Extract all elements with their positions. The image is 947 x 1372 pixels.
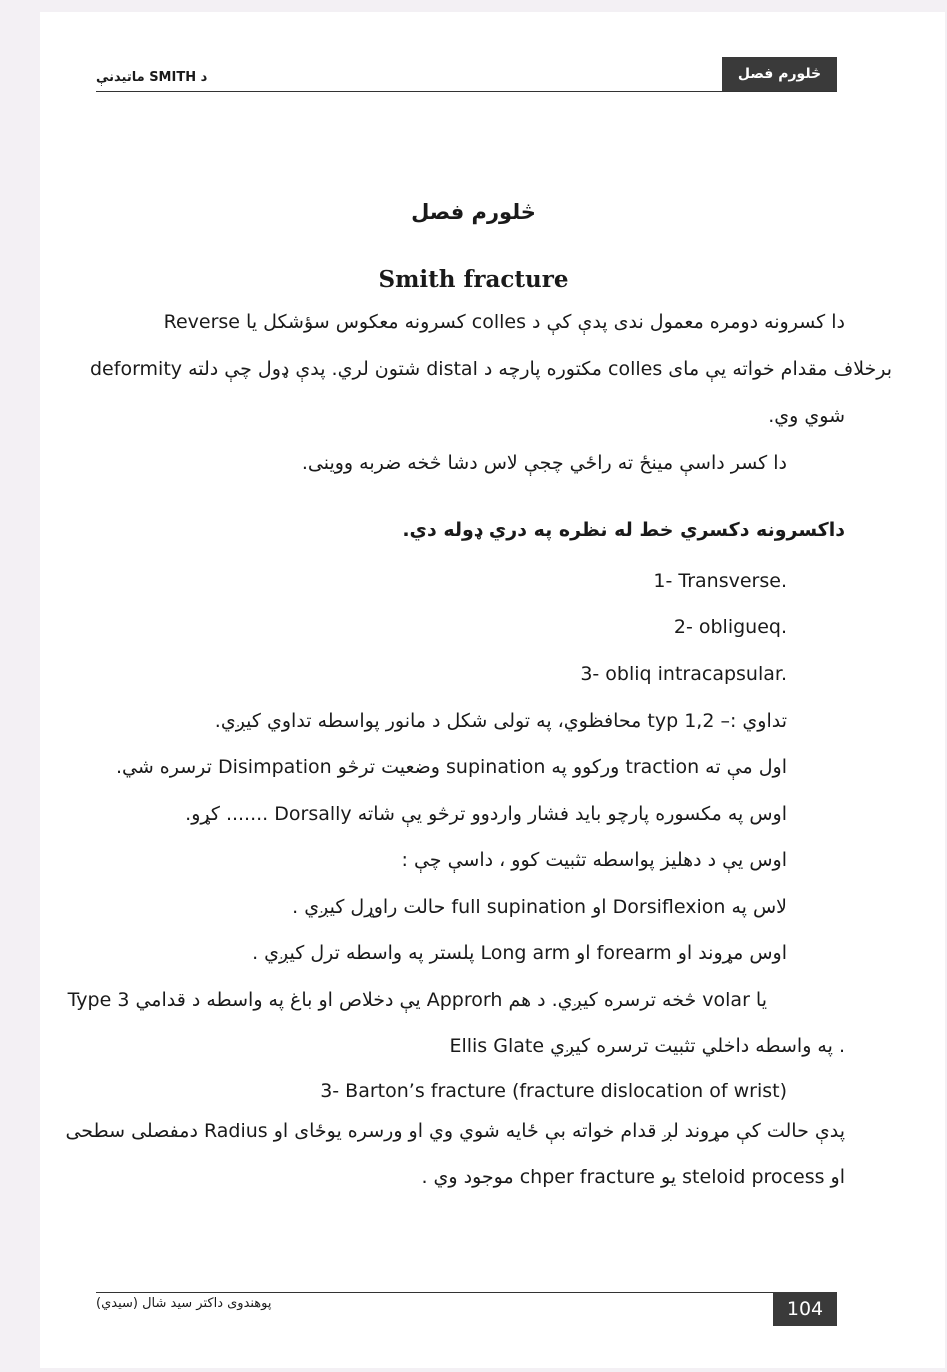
list-item: 2- obligueq. — [673, 616, 787, 638]
list-item: 3- obliq intracapsular. — [580, 663, 787, 685]
footer-author: پوهندوی داکتر سید شال (سیدي) — [96, 1296, 272, 1311]
body-line: Type 3 یې دخلاص او باغ په واسطه د قدامي Approrh څخه ترسره کیږي. د هم volar یا — [67, 989, 767, 1011]
page-number: 104 — [773, 1292, 837, 1326]
body-line: اوس یې د دهلیز پواسطه تثبیت کوو ، داسې چې : — [401, 849, 787, 871]
body-line: دا کسر داسې مینځ ته راځي چجې لاس دشا څخه ضربه ووینی. — [301, 452, 787, 474]
chapter-title: څلورم فصل — [411, 200, 536, 224]
body-line: deformity شتون لري. پدې ډول چې دلته distal مکتوره پارچه د colles برخلاف مقدام خواته یې مای — [90, 358, 893, 380]
body-line: لاس په Dorsiflexion او full supination حالت راوړل کیږي . — [292, 896, 787, 918]
body-line: او steloid process یو chper fracture موجود وي . — [421, 1166, 845, 1188]
body-line: اوس په مکسوره پارچو باید فشار واردوو ترڅو یې شاته Dorsally ....... کړو. — [185, 803, 787, 825]
footer-rule — [96, 1292, 837, 1293]
body-line: اول مې ته traction ورکوو په supination وضعیت ترڅو Disimpation ترسره شي. — [115, 756, 787, 778]
body-line: اوس مړوند او forearm او Long arm پلستر په واسطه ترل کیږي . — [252, 942, 787, 964]
header-rule — [96, 91, 837, 92]
list-item: 3- Barton’s fracture (fracture dislocation of wrist) — [320, 1080, 787, 1102]
body-line: پدې حالت کې مړوند لږ قدام خواته بې ځایه شوي وي او ورسره یوځای او Radius دمفصلی سطحی — [65, 1120, 845, 1142]
subsection-heading: داکسرونه دکسري خط له نظره په دري ډوله دي. — [402, 519, 845, 541]
body-line: Ellis Glate په واسطه داخلي تثبیت ترسره کیږي . — [449, 1035, 845, 1057]
chapter-header-box: څلورم فصل — [722, 57, 837, 91]
body-line: دا کسرونه دومره معمول ندی پدې کې د colles کسرونه معکوس سؤشکل یا Reverse — [163, 311, 845, 333]
section-title: Smith fracture — [378, 266, 569, 293]
running-header-topic: د SMITH ماتیدنې — [96, 70, 208, 85]
body-line: شوي وي. — [768, 405, 845, 427]
body-line: تداوي :– typ 1,2 محافظوي، په تولی شکل د مانور پواسطه تداوي کیږي. — [214, 710, 787, 732]
list-item: 1- Transverse. — [653, 570, 787, 592]
